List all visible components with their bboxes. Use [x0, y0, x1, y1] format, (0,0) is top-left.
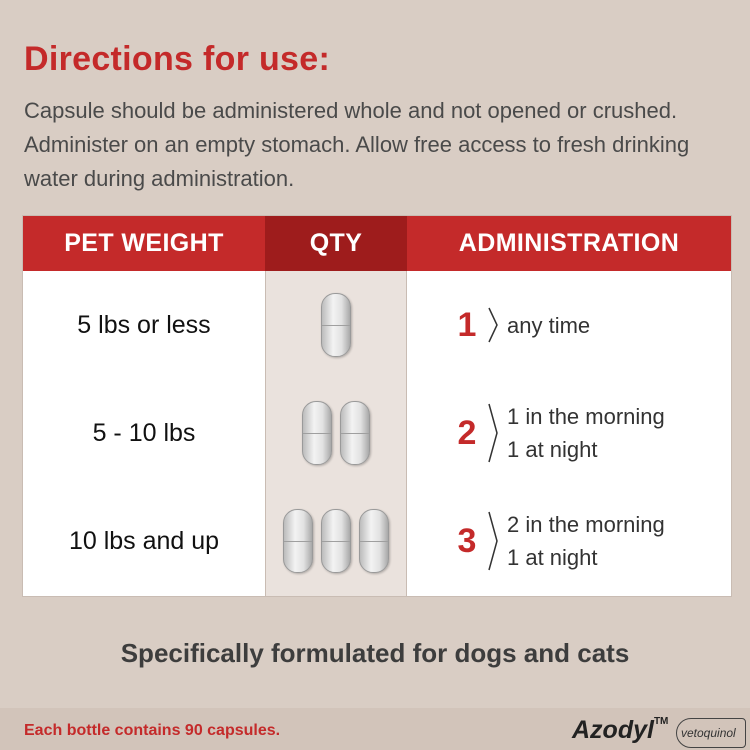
administration-cell: [453, 271, 731, 379]
brace-icon: [487, 403, 499, 463]
dose-number: 3: [457, 521, 477, 560]
qty-cell: [265, 379, 407, 487]
capsule-icon: [321, 509, 351, 573]
schedule-line: 1 at night: [507, 437, 598, 462]
capsule-count-note: Each bottle contains 90 capsules.: [24, 722, 281, 739]
tagline: Specifically formulated for dogs and cats: [120, 638, 630, 668]
brace-icon: [487, 511, 499, 571]
dosage-table: [22, 215, 732, 597]
table-header: [23, 216, 731, 271]
brand-logo: [572, 716, 668, 745]
capsule-icon: [359, 509, 389, 573]
dose-schedule: [507, 400, 665, 466]
schedule-line: 1 in the morning: [507, 404, 665, 429]
trademark-symbol: TM: [653, 716, 669, 727]
qty-cell: [265, 271, 407, 379]
schedule-line: 1 at night: [507, 545, 598, 570]
capsule-icon: [302, 401, 332, 465]
brace-icon: [487, 307, 499, 343]
dose-number: 1: [457, 305, 477, 344]
vetoquinol-logo: vetoquinol: [676, 718, 746, 748]
administration-cell: [453, 379, 731, 487]
table-row: [23, 271, 731, 379]
table-row: [23, 487, 731, 595]
administration-cell: [453, 487, 731, 595]
capsule-icon: [283, 509, 313, 573]
header-administration: ADMINISTRATION: [407, 216, 731, 271]
schedule-line: any time: [507, 312, 591, 338]
dose-schedule: [507, 309, 590, 342]
pet-weight-cell: 5 lbs or less: [77, 310, 211, 339]
header-qty: QTY: [265, 216, 407, 271]
capsule-icon: [340, 401, 370, 465]
dose-number: 2: [457, 413, 477, 452]
schedule-line: 2 in the morning: [507, 512, 665, 537]
page-title: Directions for use:: [24, 40, 331, 78]
brand-name: Azodyl: [572, 716, 654, 744]
pet-weight-cell: 5 - 10 lbs: [92, 418, 196, 447]
capsule-icon: [321, 293, 351, 357]
table-row: [23, 379, 731, 487]
instructions-text: Capsule should be administered whole and not opened or crushed. Administer on an empty stomach. Allow free access to fresh drinking water during administration.: [24, 98, 690, 191]
qty-cell: [265, 487, 407, 595]
dose-schedule: [507, 508, 665, 574]
pet-weight-cell: 10 lbs and up: [68, 526, 220, 555]
header-pet-weight: PET WEIGHT: [23, 216, 265, 271]
